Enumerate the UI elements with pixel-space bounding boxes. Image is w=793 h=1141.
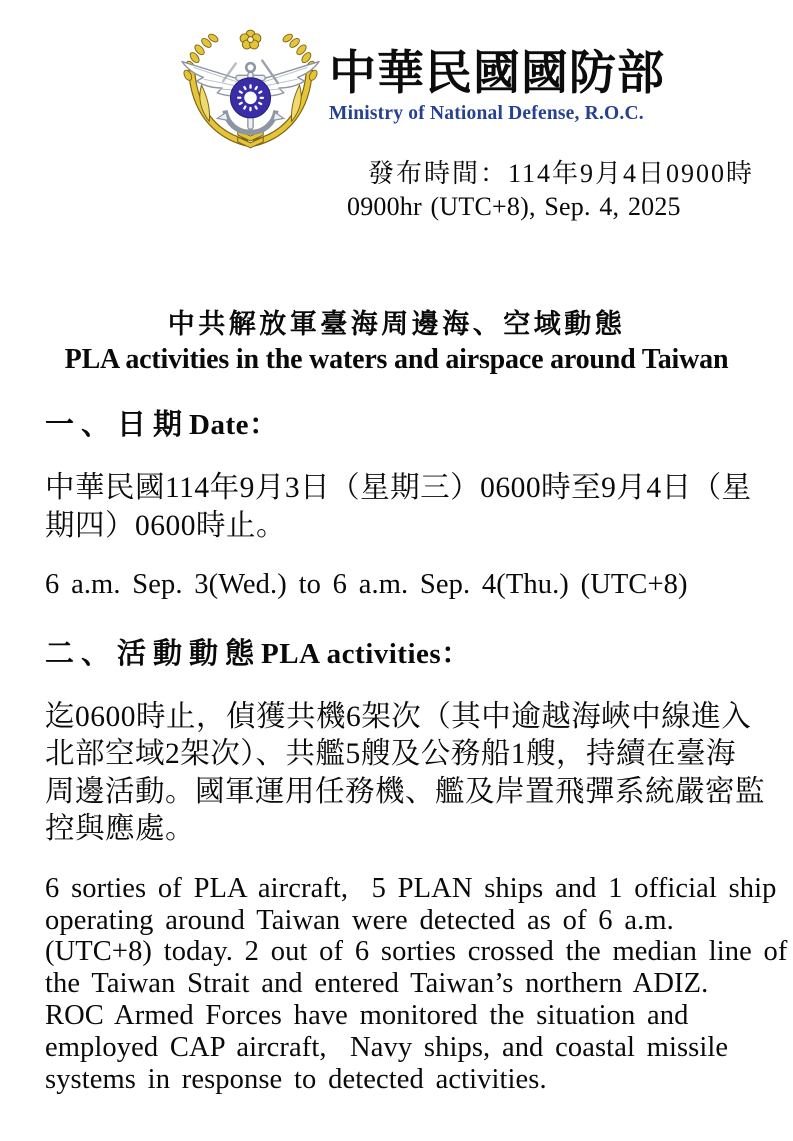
section-date-heading [45, 408, 757, 442]
org-name-zh: 中華民國國防部 [329, 48, 665, 100]
document-header [177, 26, 793, 150]
section-activities-heading-en: PLA activities： [261, 637, 471, 670]
org-name-block [329, 49, 665, 125]
mnd-emblem-icon [177, 26, 324, 150]
activities-paragraph-zh [45, 699, 766, 849]
release-time-block [347, 157, 793, 223]
paragraph-line: 6 sorties of PLA aircraft, 5 PLAN ships and 1 official ship [45, 872, 777, 904]
paragraph-line: operating around Taiwan were detected as of 6 a.m. [45, 904, 674, 936]
activities-paragraph-en [45, 872, 788, 1096]
section-date-heading-zh: 一、日期 [45, 409, 190, 441]
section-date-heading-en: Date： [189, 409, 279, 441]
paragraph-line: 控與應處。 [45, 813, 196, 846]
paragraph-line: 6 a.m. Sep. 3(Wed.) to 6 a.m. Sep. 4(Thu.) (UTC+8) [45, 569, 688, 600]
paragraph-line: systems in response to detected activities. [45, 1063, 547, 1095]
document-title [0, 307, 793, 375]
paragraph-line: 周邊活動。國軍運用任務機、艦及岸置飛彈系統嚴密監 [45, 775, 766, 808]
date-paragraph-en [45, 569, 757, 601]
release-time-en: 0900hr (UTC+8), Sep. 4, 2025 [347, 192, 681, 221]
document-title-en: PLA activities in the waters and airspace around Taiwan [64, 344, 729, 375]
paragraph-line: employed CAP aircraft, Navy ships, and coastal missile [45, 1031, 729, 1063]
paragraph-line: (UTC+8) today. 2 out of 6 sorties crossed the median line of [45, 936, 788, 968]
section-activities-heading-zh: 二、活動動態 [45, 637, 262, 670]
paragraph-line: 北部空域2架次）、共艦5艘及公務船1艘，持續在臺海 [45, 738, 737, 771]
date-paragraph-zh [45, 470, 757, 545]
org-name-en: Ministry of National Defense, R.O.C. [329, 103, 644, 124]
paragraph-line: 迄0600時止，偵獲共機6架次（其中逾越海峽中線進入 [45, 700, 752, 733]
paragraph-line: ROC Armed Forces have monitored the situation and [45, 999, 689, 1031]
paragraph-line: 期四）0600時止。 [45, 509, 287, 542]
document-body [45, 408, 788, 1095]
release-time-zh: 發布時間：114年9月4日0900時 [368, 159, 755, 188]
paragraph-line: the Taiwan Strait and entered Taiwan’s northern ADIZ. [45, 968, 709, 1000]
press-release-page [0, 26, 793, 1141]
document-title-zh: 中共解放軍臺海周邊海、空域動態 [167, 309, 626, 339]
paragraph-line: 中華民國114年9月3日（星期三）0600時至9月4日（星 [45, 472, 752, 504]
section-activities-heading [45, 637, 757, 671]
